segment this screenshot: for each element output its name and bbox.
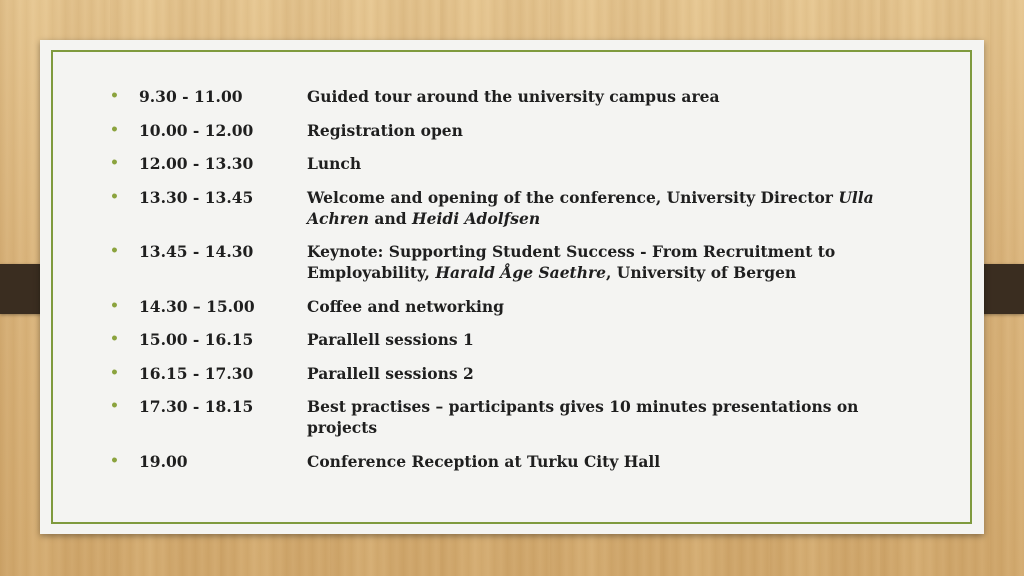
bullet-icon: • xyxy=(110,155,119,171)
agenda-item xyxy=(110,86,900,107)
agenda-description xyxy=(307,451,900,472)
description-text: Parallell sessions 2 xyxy=(307,363,474,383)
description-text: Best practises – participants gives 10 minutes presentations on projects xyxy=(307,397,859,437)
description-text: Parallell sessions 1 xyxy=(307,330,474,349)
agenda-item xyxy=(110,241,900,283)
person-name: Ulla Achren xyxy=(307,187,874,228)
description-text: Welcome and opening of the conference, University Director xyxy=(307,187,839,207)
description-text: Lunch xyxy=(307,154,362,173)
description-text: Keynote: Supporting Student Success - From Recruitment to Employability, xyxy=(307,242,836,282)
agenda-time: 15.00 - 16.15 xyxy=(139,330,254,349)
agenda-description xyxy=(307,396,900,438)
agenda-time: 13.45 - 14.30 xyxy=(139,242,254,261)
description-text: Conference Reception at Turku City Hall xyxy=(307,451,661,471)
agenda-description xyxy=(307,86,900,107)
agenda-time: 16.15 - 17.30 xyxy=(139,363,254,383)
agenda-description xyxy=(307,187,900,229)
description-text: Coffee and networking xyxy=(307,296,504,316)
bullet-icon: • xyxy=(110,297,119,314)
agenda-description xyxy=(307,241,900,283)
agenda-description xyxy=(307,120,900,141)
bullet-icon: • xyxy=(110,452,119,469)
agenda-time: 17.30 - 18.15 xyxy=(139,397,254,416)
description-text: and xyxy=(369,208,412,228)
agenda-description xyxy=(307,296,900,317)
agenda-item xyxy=(110,363,900,384)
agenda-time: 14.30 – 15.00 xyxy=(139,296,255,316)
description-text: Registration open xyxy=(307,120,463,140)
person-name: Harald Åge Saethre xyxy=(435,263,607,282)
agenda-item xyxy=(110,120,900,141)
agenda-item xyxy=(110,396,900,438)
description-text: Guided tour around the university campus area xyxy=(307,87,720,106)
agenda-list xyxy=(110,86,900,484)
bullet-icon: • xyxy=(110,364,119,381)
agenda-description xyxy=(307,363,900,384)
bullet-icon: • xyxy=(110,398,119,414)
agenda-item xyxy=(110,296,900,317)
agenda-time: 13.30 - 13.45 xyxy=(139,187,254,207)
agenda-item xyxy=(110,329,900,350)
bullet-icon: • xyxy=(110,243,119,259)
bullet-icon: • xyxy=(110,188,119,205)
bullet-icon: • xyxy=(110,121,119,138)
agenda-description xyxy=(307,329,900,350)
agenda-description xyxy=(307,153,900,174)
bullet-icon: • xyxy=(110,331,119,347)
agenda-time: 12.00 - 13.30 xyxy=(139,154,254,173)
agenda-item xyxy=(110,451,900,472)
agenda-time: 9.30 - 11.00 xyxy=(139,87,243,106)
agenda-time: 19.00 xyxy=(139,451,188,471)
agenda-item xyxy=(110,187,900,229)
agenda-time: 10.00 - 12.00 xyxy=(139,120,254,140)
description-text: , University of Bergen xyxy=(606,263,797,282)
slide-card xyxy=(40,40,984,534)
person-name: Heidi Adolfsen xyxy=(411,208,541,228)
agenda-item xyxy=(110,153,900,174)
bullet-icon: • xyxy=(110,88,119,104)
